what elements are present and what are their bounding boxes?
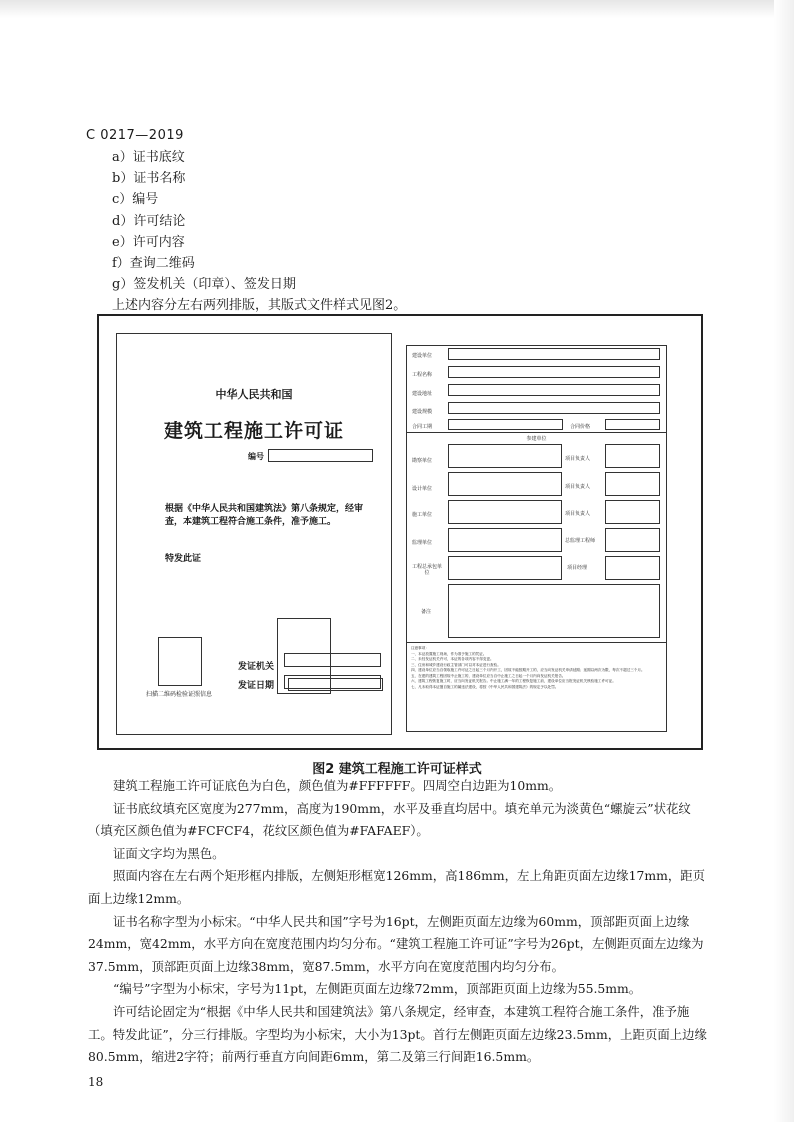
body-text — [88, 775, 712, 1069]
project-field — [448, 366, 660, 378]
row-label: 勘察单位 — [412, 458, 433, 464]
survey-field — [448, 444, 562, 468]
builder-field — [448, 348, 660, 360]
number-field — [268, 449, 373, 462]
element-list — [112, 147, 296, 295]
certificate-figure — [97, 314, 703, 750]
remarks-field — [448, 584, 660, 638]
row-label: 总监理工程师 — [565, 538, 596, 544]
paragraph: 照面内容在左右两个矩形框内排版，左侧矩形框宽126mm，高186mm，左上角距页面左边缘17mm，距页面上边缘12mm。 — [88, 868, 706, 906]
row-label: 项目负责人 — [565, 511, 591, 517]
design-head-field — [605, 472, 660, 496]
address-field — [448, 384, 660, 396]
page-number: 18 — [88, 1075, 104, 1089]
note-item: 四、建设单位应当自领取施工许可证之日起三个月内开工，因故不能按期开工的，应当向发证机关申请延期；延期以两次为限，每次不超过三个月。 — [411, 668, 645, 672]
period-field — [448, 419, 563, 430]
chief-engineer-field — [605, 528, 660, 552]
issuer-field — [284, 653, 381, 667]
conclusion-line: 查，本建筑工程符合施工条件，准予施工。 — [165, 517, 337, 527]
paragraph: 许可结论固定为“根据《中华人民共和国建筑法》第八条规定，经审查，本建筑工程符合施工条件，准予施工。特发此证”，分三行排版。字型均为小标宋，大小为13pt。首行左侧距页面左边缘23.5mm，上距页面上边缘80.5mm，缩进2字符；前两行垂直方向间距6mm，第二及第三行间距16.5mm。 — [88, 1003, 707, 1065]
row-label: 项目负责人 — [565, 456, 591, 462]
paragraph: 建筑工程施工许可证底色为白色，颜色值为#FFFFFF。四周空白边距为10mm。 — [113, 778, 562, 793]
qr-code-box — [158, 637, 202, 686]
row-label: 设计单位 — [412, 486, 433, 492]
note-item: 三、住房和城乡建设行政主管部门可以对本证进行查验。 — [411, 662, 501, 667]
country-title: 中华人民共和国 — [215, 388, 293, 401]
divider — [407, 642, 666, 643]
row-label: 工程总承包单位 — [411, 564, 442, 576]
row-label: 合同工期 — [412, 424, 433, 430]
row-label: 监理单位 — [412, 540, 433, 546]
list-item: f）查询二维码 — [112, 256, 195, 272]
row-label: 建设地址 — [412, 391, 433, 397]
divider — [407, 432, 666, 433]
certificate-right-panel — [406, 345, 667, 732]
row-label: 建设单位 — [412, 353, 433, 359]
notes-title: 注意事项： — [411, 646, 429, 650]
certificate-title: 建筑工程施工许可证 — [163, 420, 344, 442]
note-item: 五、在建的建筑工程因故中止施工的，建设单位应当自中止施工之日起一个月内向发证机关报告。 — [411, 673, 566, 678]
scale-field — [448, 402, 660, 414]
row-label: 项目经理 — [567, 565, 588, 571]
conclusion-line: 根据《中华人民共和国建筑法》第八条规定，经审 — [165, 504, 364, 514]
figure-caption: 图2 建筑工程施工许可证样式 — [312, 762, 482, 777]
list-item: g）签发机关（印章）、签发日期 — [112, 277, 296, 293]
paragraph: 证书名称字型为小标宋。“中华人民共和国”字号为16pt，左侧距页面左边缘为60mm，顶部距页面上边缘24mm，宽42mm，水平方向在宽度范围内均匀分布。“建筑工程施工许可证”字号为26pt，左侧距页面左边缘为37.5mm，顶部距页面上边缘38mm，宽87.5mm，水平方向在宽度范围内均匀分布。 — [88, 913, 704, 974]
list-item: b）证书名称 — [112, 171, 186, 187]
general-contractor-field — [448, 556, 562, 580]
row-label: 建设规模 — [412, 409, 433, 415]
intro-text: 上述内容分左右两列排版，其版式文件样式见图2。 — [112, 298, 407, 313]
note-item: 二、未经发证机关许可，本证的各项内容不得变更。 — [411, 657, 494, 661]
note-item: 一、本证放置施工现场，作为准予施工的凭证。 — [411, 651, 487, 656]
paragraph: 证面文字均为黑色。 — [113, 845, 225, 861]
survey-head-field — [605, 444, 660, 468]
date-label: 发证日期 — [238, 681, 275, 691]
row-label: 项目负责人 — [565, 484, 591, 490]
price-field — [605, 419, 660, 430]
qr-label: 扫描二维码检验证照信息 — [146, 691, 213, 698]
row-label: 工程名称 — [412, 372, 433, 378]
paragraph: 证书底纹填充区宽度为277mm，高度为190mm，水平及垂直均居中。填充单元为淡黄色“螺旋云”状花纹（填充区颜色值为#FCFCF4，花纹区颜色值为#FAFAEF）。 — [88, 800, 691, 839]
note-item: 七、凡未取得本证擅自施工的属违法建设，将按《中华人民共和国建筑法》的规定予以处罚。 — [411, 684, 559, 689]
list-item: a）证书底纹 — [112, 150, 185, 165]
certificate-left-panel — [116, 333, 392, 735]
row-label: 备注 — [421, 609, 432, 615]
issuer-label: 发证机关 — [238, 662, 275, 672]
number-label: 编号 — [248, 451, 264, 461]
construction-field — [448, 500, 562, 524]
note-item: 六、建筑工程恢复施工时，应当向发证机关报告。中止施工满一年的工程恢复施工前，建设单位应当报发证机关核验施工许可证。 — [411, 679, 616, 683]
date-field-inner — [288, 678, 383, 691]
construction-head-field — [605, 500, 660, 524]
supervision-field — [448, 528, 562, 552]
notes-block — [411, 646, 661, 690]
list-item: e）许可内容 — [112, 234, 185, 250]
list-item: c）编号 — [112, 192, 159, 208]
row-label: 合同价格 — [570, 424, 591, 430]
list-item: d）许可结论 — [112, 213, 186, 229]
scan-right-shadow — [774, 0, 794, 1122]
project-manager-field — [605, 556, 660, 580]
participants-header: 参建单位 — [526, 436, 547, 442]
conclusion-line: 特发此证 — [165, 554, 202, 564]
design-field — [448, 472, 562, 496]
paragraph: “编号”字型为小标宋，字号为11pt，左侧距页面左边缘72mm，顶部距页面上边缘为55.5mm。 — [113, 981, 642, 997]
standard-number: C 0217—2019 — [86, 128, 184, 143]
row-label: 施工单位 — [412, 512, 433, 518]
scan-top-shadow — [0, 0, 794, 18]
